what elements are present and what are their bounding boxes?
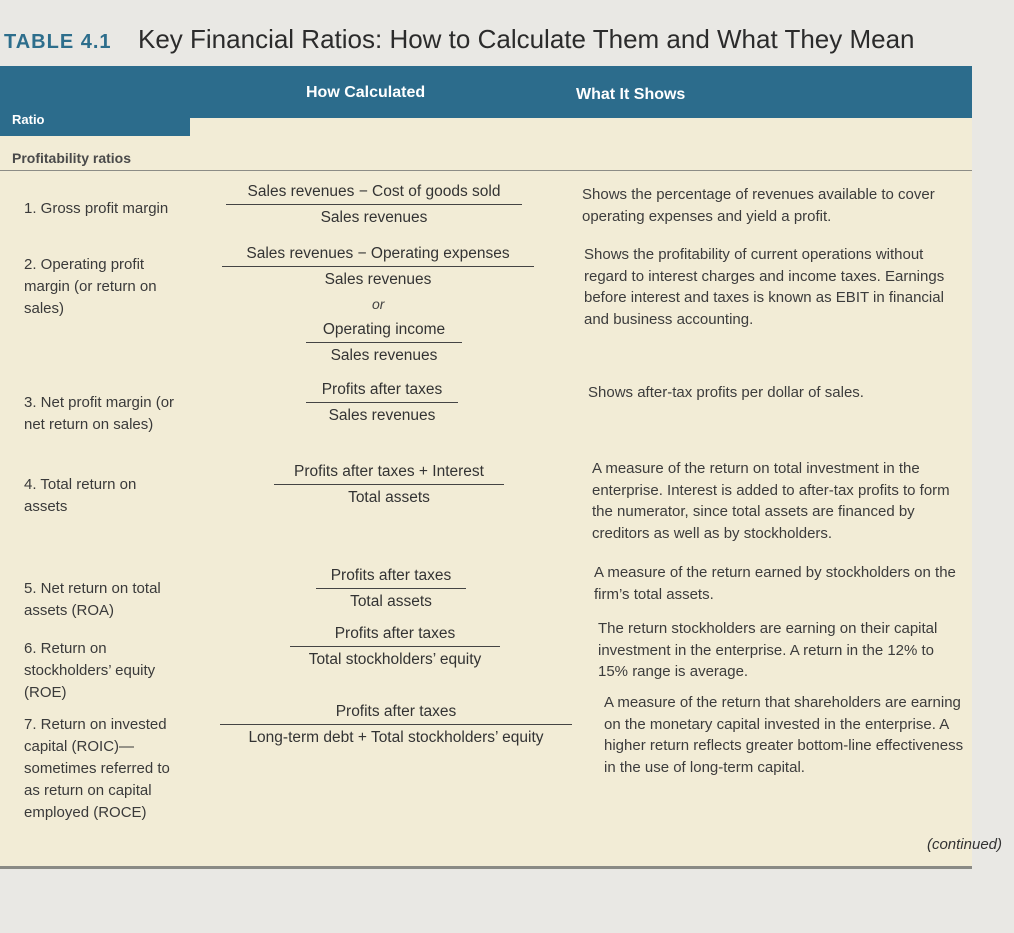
header-how-calculated: How Calculated: [306, 84, 426, 101]
shows-return-on-stockholders-equity: The return stockholders are earning on their capital investment in the enterprise. A return in the 12% to 15% range is average.: [598, 620, 938, 680]
formula-numerator: Profits after taxes: [290, 624, 500, 647]
formula-numerator: Profits after taxes + Interest: [274, 462, 504, 485]
table-heading: Key Financial Ratios: How to Calculate Them and What They Mean: [138, 24, 915, 54]
formula-numerator: Profits after taxes: [316, 566, 466, 589]
header-ratio: Ratio: [12, 112, 45, 127]
section-divider: [0, 170, 972, 171]
ratio-total-return-on-assets: 4. Total return on assets: [24, 476, 137, 515]
formula-or: or: [372, 296, 385, 312]
ratio-gross-profit-margin: 1. Gross profit margin: [24, 200, 169, 217]
ratio-return-on-invested-capital: 7. Return on invested capital (ROIC)— sometimes referred to as return on capital employed (ROCE): [24, 716, 170, 821]
shows-gross-profit-margin: Shows the percentage of revenues available to cover operating expenses and yield a profit.: [582, 186, 935, 225]
header-what-it-shows: What It Shows: [576, 86, 686, 103]
formula-net-return-on-total-assets: [316, 566, 466, 612]
formula-denominator: Sales revenues: [320, 209, 428, 226]
formula-return-on-stockholders-equity: [290, 624, 500, 670]
formula-return-on-invested-capital: [220, 702, 572, 748]
ratio-net-profit-margin: 3. Net profit margin (or net return on sales): [24, 394, 175, 433]
shows-net-profit-margin: Shows after-tax profits per dollar of sales.: [588, 384, 864, 401]
formula-net-profit-margin: [306, 380, 458, 426]
shows-net-return-on-total-assets: A measure of the return earned by stockholders on the firm’s total assets.: [594, 564, 956, 603]
table-number: TABLE 4.1: [4, 31, 112, 53]
ratio-return-on-stockholders-equity: 6. Return on stockholders’ equity (ROE): [24, 640, 156, 701]
shows-total-return-on-assets: A measure of the return on total investment in the enterprise. Interest is added to after-tax profits to form the numerator, since total assets are financed by creditors as well as by stockholders.: [592, 460, 950, 542]
continued-note: (continued): [926, 836, 1002, 853]
formula-total-return-on-assets: [274, 462, 504, 508]
formula-gross-profit-margin: [226, 182, 522, 228]
formula-denominator: Sales revenues: [330, 347, 438, 364]
ratio-operating-profit-margin: 2. Operating profit margin (or return on sales): [24, 256, 157, 317]
formula-numerator: Profits after taxes: [306, 380, 458, 403]
formula-numerator: Sales revenues − Operating expenses: [222, 244, 534, 267]
table-title: [4, 24, 1004, 55]
formula-numerator: Operating income: [306, 320, 462, 343]
formula-numerator: Sales revenues − Cost of goods sold: [226, 182, 522, 205]
shows-return-on-invested-capital: A measure of the return that shareholders are earning on the monetary capital invested in the enterprise. A higher return reflects greater bottom-line effectiveness in the use of long-term capital.: [604, 694, 964, 776]
formula-denominator: Total assets: [350, 593, 432, 610]
shows-operating-profit-margin: Shows the profitability of current operations without regard to interest charges and income taxes. Earnings before interest and taxes is known as EBIT in financial and business accounting.: [584, 246, 945, 328]
ratio-net-return-on-total-assets: 5. Net return on total assets (ROA): [24, 580, 161, 619]
formula-numerator: Profits after taxes: [220, 702, 572, 725]
formula-denominator: Sales revenues: [328, 407, 436, 424]
formula-denominator: Total stockholders’ equity: [308, 651, 482, 668]
formula-denominator: Long-term debt + Total stockholders’ equity: [248, 729, 544, 746]
formula-denominator: Total assets: [348, 489, 430, 506]
formula-operating-profit-margin-alt: [306, 320, 462, 366]
formula-denominator: Sales revenues: [324, 271, 432, 288]
section-profitability: Profitability ratios: [12, 150, 132, 166]
ratios-table: [0, 66, 972, 869]
formula-operating-profit-margin: [222, 244, 534, 290]
